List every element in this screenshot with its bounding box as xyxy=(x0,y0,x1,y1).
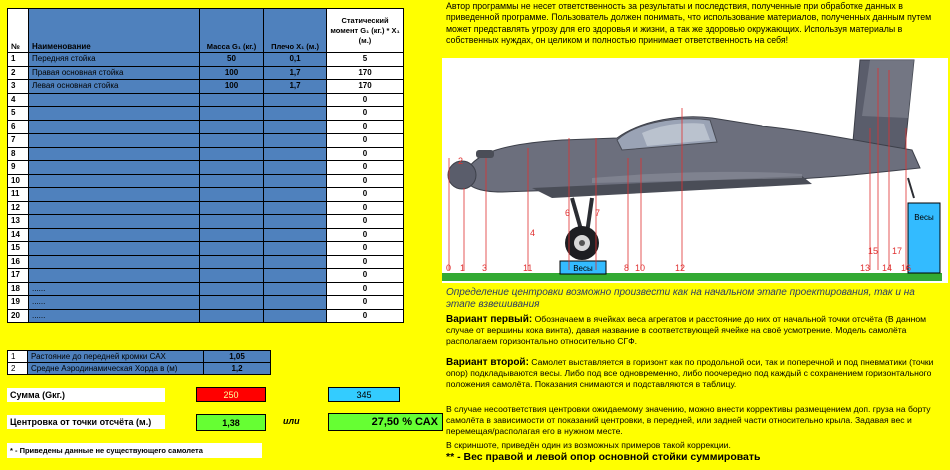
table-row xyxy=(8,255,404,269)
row-mass-input[interactable] xyxy=(200,134,264,148)
svg-text:11: 11 xyxy=(523,263,533,273)
row-mass-input[interactable]: 100 xyxy=(200,80,264,94)
row-moment: 170 xyxy=(327,66,404,80)
row-number: 15 xyxy=(8,242,29,256)
row-name-input[interactable]: Левая основная стойка xyxy=(29,80,200,94)
row-number: 13 xyxy=(8,215,29,229)
cax-row xyxy=(8,363,271,375)
row-name-input[interactable] xyxy=(29,201,200,215)
header-name: Наименование xyxy=(29,9,200,53)
row-name-input[interactable] xyxy=(29,134,200,148)
row-moment: 0 xyxy=(327,107,404,121)
cax-value-input[interactable]: 1,2 xyxy=(204,363,271,375)
cg-value: 1,38 xyxy=(196,414,266,431)
svg-text:6: 6 xyxy=(565,208,571,218)
row-moment: 0 xyxy=(327,174,404,188)
row-number: 16 xyxy=(8,255,29,269)
table-row xyxy=(8,228,404,242)
row-mass-input[interactable] xyxy=(200,215,264,229)
table-row xyxy=(8,201,404,215)
sum-moment: 345 xyxy=(328,387,400,402)
correction-paragraph: В случае несоответствия центровки ожидаемому значению, можно внести коррективы размещением доп. груза на борту самолёта в зависимости от показаний центровки, в передней, или задней части относительно крыла. Задавая вес и перемещая/располагая его в нужном месте. xyxy=(446,404,931,437)
row-name-input[interactable] xyxy=(29,188,200,202)
row-moment: 0 xyxy=(327,296,404,310)
row-number: 2 xyxy=(8,66,29,80)
row-moment: 0 xyxy=(327,134,404,148)
sum-note: ** - Вес правой и левой опор основной стойки суммировать xyxy=(446,451,761,463)
table-row xyxy=(8,188,404,202)
row-mass-input[interactable] xyxy=(200,147,264,161)
row-name-input[interactable] xyxy=(29,228,200,242)
row-arm-input[interactable] xyxy=(264,93,327,107)
table-row xyxy=(8,282,404,296)
row-arm-input[interactable] xyxy=(264,174,327,188)
row-arm-input[interactable] xyxy=(264,242,327,256)
svg-text:4: 4 xyxy=(530,228,536,238)
row-moment: 0 xyxy=(327,147,404,161)
table-row xyxy=(8,161,404,175)
row-mass-input[interactable] xyxy=(200,282,264,296)
table-row xyxy=(8,107,404,121)
table-row xyxy=(8,174,404,188)
row-moment: 0 xyxy=(327,228,404,242)
row-name-input[interactable] xyxy=(29,174,200,188)
row-mass-input[interactable] xyxy=(200,309,264,323)
cax-num: 1 xyxy=(8,351,28,363)
row-mass-input[interactable]: 50 xyxy=(200,53,264,67)
cg-percent: 27,50 % САХ xyxy=(328,413,443,431)
row-moment: 0 xyxy=(327,201,404,215)
row-name-input[interactable] xyxy=(29,107,200,121)
row-arm-input[interactable] xyxy=(264,161,327,175)
row-name-input[interactable]: ...... xyxy=(29,282,200,296)
row-moment: 0 xyxy=(327,215,404,229)
row-name-input[interactable] xyxy=(29,242,200,256)
table-row xyxy=(8,80,404,94)
row-arm-input[interactable] xyxy=(264,201,327,215)
row-arm-input[interactable] xyxy=(264,282,327,296)
cax-value-input[interactable]: 1,05 xyxy=(204,351,271,363)
row-arm-input[interactable] xyxy=(264,120,327,134)
row-arm-input[interactable]: 1,7 xyxy=(264,80,327,94)
row-moment: 0 xyxy=(327,309,404,323)
svg-text:14: 14 xyxy=(882,263,893,273)
disclaimer-text: Автор программы не несет ответственность за результаты и последствия, полученные при обработке данных в приведенной программе. Пользователь должен понимать, что использование материалов, полученных данным путем может представлять угрозу для его здоровья и жизни, а так же здоровью окружающих. Используя материалы в собственных нуждах, он целиком и полностью принимает ответственность на себя! xyxy=(446,1,932,45)
row-mass-input[interactable] xyxy=(200,161,264,175)
row-arm-input[interactable]: 0,1 xyxy=(264,53,327,67)
row-number: 9 xyxy=(8,161,29,175)
table-row xyxy=(8,66,404,80)
row-moment: 0 xyxy=(327,161,404,175)
row-name-input[interactable]: ...... xyxy=(29,296,200,310)
table-row xyxy=(8,134,404,148)
variant-one-paragraph xyxy=(446,314,944,348)
header-num: № xyxy=(8,9,29,53)
row-number: 12 xyxy=(8,201,29,215)
svg-text:8: 8 xyxy=(624,263,630,273)
table-row xyxy=(8,215,404,229)
svg-text:15: 15 xyxy=(868,246,879,256)
svg-text:1: 1 xyxy=(460,263,466,273)
scale-main-label: Весы xyxy=(573,264,593,273)
header-mass: Масса G₁ (кг.) xyxy=(200,9,264,53)
row-number: 8 xyxy=(8,147,29,161)
row-number: 1 xyxy=(8,53,29,67)
row-name-input[interactable] xyxy=(29,120,200,134)
sum-label: Сумма (Gкг.) xyxy=(7,388,165,402)
row-moment: 0 xyxy=(327,282,404,296)
variant-two-title: Вариант второй: xyxy=(446,357,529,368)
row-arm-input[interactable] xyxy=(264,255,327,269)
row-arm-input[interactable] xyxy=(264,107,327,121)
header-arm: Плечо X₁ (м.) xyxy=(264,9,327,53)
row-mass-input[interactable] xyxy=(200,174,264,188)
sum-mass: 250 xyxy=(196,387,266,402)
variant-one-title: Вариант первый: xyxy=(446,314,533,325)
row-mass-input[interactable]: 100 xyxy=(200,66,264,80)
row-name-input[interactable]: Правая основная стойка xyxy=(29,66,200,80)
row-arm-input[interactable] xyxy=(264,215,327,229)
svg-text:7: 7 xyxy=(595,208,601,218)
table-row xyxy=(8,309,404,323)
table-row xyxy=(8,296,404,310)
row-mass-input[interactable] xyxy=(200,255,264,269)
svg-text:2: 2 xyxy=(458,156,464,166)
row-arm-input[interactable] xyxy=(264,134,327,148)
row-name-input[interactable] xyxy=(29,215,200,229)
svg-text:0: 0 xyxy=(446,263,452,273)
row-number: 10 xyxy=(8,174,29,188)
row-name-input[interactable] xyxy=(29,147,200,161)
row-moment: 170 xyxy=(327,80,404,94)
row-name-input[interactable]: ...... xyxy=(29,309,200,323)
table-header-row xyxy=(8,9,404,53)
table-row xyxy=(8,53,404,67)
row-arm-input[interactable] xyxy=(264,188,327,202)
cax-num: 2 xyxy=(8,363,28,375)
row-number: 6 xyxy=(8,120,29,134)
row-name-input[interactable] xyxy=(29,93,200,107)
row-name-input[interactable]: Передняя стойка xyxy=(29,53,200,67)
weight-balance-table xyxy=(7,8,404,323)
row-name-input[interactable] xyxy=(29,269,200,283)
footnote: * - Приведены данные не существующего самолета xyxy=(7,443,262,458)
svg-text:13: 13 xyxy=(860,263,871,273)
screenshot-note: В скриншоте, приведён один из возможных примеров такой коррекции. xyxy=(446,440,731,450)
row-moment: 0 xyxy=(327,120,404,134)
row-mass-input[interactable] xyxy=(200,107,264,121)
row-name-input[interactable] xyxy=(29,161,200,175)
row-moment: 0 xyxy=(327,269,404,283)
row-mass-input[interactable] xyxy=(200,228,264,242)
cax-label: Средне Аэродинамическая Хорда в (м) xyxy=(28,363,204,375)
row-mass-input[interactable] xyxy=(200,120,264,134)
row-number: 3 xyxy=(8,80,29,94)
cax-row xyxy=(8,351,271,363)
variant-two-text: Самолет выставляется в горизонт как по продольной оси, так и поперечной и под пневматики (точки опор) подкладываются весы. Либо под все одновременно, либо поочередно под каждый с сохранением горизонтального положения самолёта. Показания снимаются и подставляются в таблицу. xyxy=(446,357,934,390)
row-moment: 0 xyxy=(327,188,404,202)
table-row xyxy=(8,120,404,134)
row-name-input[interactable] xyxy=(29,255,200,269)
row-arm-input[interactable] xyxy=(264,147,327,161)
svg-text:16: 16 xyxy=(901,263,912,273)
row-number: 19 xyxy=(8,296,29,310)
row-mass-input[interactable] xyxy=(200,201,264,215)
cg-label: Центровка от точки отсчёта (м.) xyxy=(7,415,165,429)
row-number: 11 xyxy=(8,188,29,202)
row-number: 17 xyxy=(8,269,29,283)
row-mass-input[interactable] xyxy=(200,93,264,107)
row-mass-input[interactable] xyxy=(200,296,264,310)
row-arm-input[interactable] xyxy=(264,296,327,310)
variant-two-paragraph xyxy=(446,357,944,391)
row-mass-input[interactable] xyxy=(200,188,264,202)
table-row xyxy=(8,269,404,283)
table-row xyxy=(8,242,404,256)
cg-or-label: или xyxy=(283,416,300,426)
row-moment: 0 xyxy=(327,255,404,269)
row-number: 18 xyxy=(8,282,29,296)
scale-tail-label: Весы xyxy=(914,213,934,222)
header-moment: Статический момент G₁ (кг.) * X₁ (м.) xyxy=(327,9,404,53)
row-number: 20 xyxy=(8,309,29,323)
svg-text:3: 3 xyxy=(482,263,488,273)
row-mass-input[interactable] xyxy=(200,242,264,256)
table-row xyxy=(8,93,404,107)
row-moment: 0 xyxy=(327,242,404,256)
description-intro: Определение центровки возможно произвести как на начальном этапе проектирования, так и на этапе взвешивания xyxy=(446,287,915,310)
aircraft-diagram xyxy=(442,58,948,283)
row-number: 4 xyxy=(8,93,29,107)
cax-label: Растояние до передней кромки САХ xyxy=(28,351,204,363)
cax-table xyxy=(7,350,271,375)
variant-one-text: Обозначаем в ячейках веса агрегатов и расстояние до них от начальной точки отсчёта (В данном случае от вершины кока винта), давая название в соответствующей ячейке на своё усмотрение. Модель самолёта располагаем горизонтально относительно СГФ. xyxy=(446,314,927,347)
row-number: 14 xyxy=(8,228,29,242)
row-number: 5 xyxy=(8,107,29,121)
row-moment: 0 xyxy=(327,93,404,107)
row-arm-input[interactable] xyxy=(264,309,327,323)
row-arm-input[interactable] xyxy=(264,228,327,242)
row-moment: 5 xyxy=(327,53,404,67)
svg-text:10: 10 xyxy=(635,263,646,273)
row-mass-input[interactable] xyxy=(200,269,264,283)
row-arm-input[interactable]: 1,7 xyxy=(264,66,327,80)
row-number: 7 xyxy=(8,134,29,148)
row-arm-input[interactable] xyxy=(264,269,327,283)
table-row xyxy=(8,147,404,161)
svg-text:12: 12 xyxy=(675,263,686,273)
svg-text:17: 17 xyxy=(892,246,903,256)
ground-line xyxy=(442,273,942,281)
